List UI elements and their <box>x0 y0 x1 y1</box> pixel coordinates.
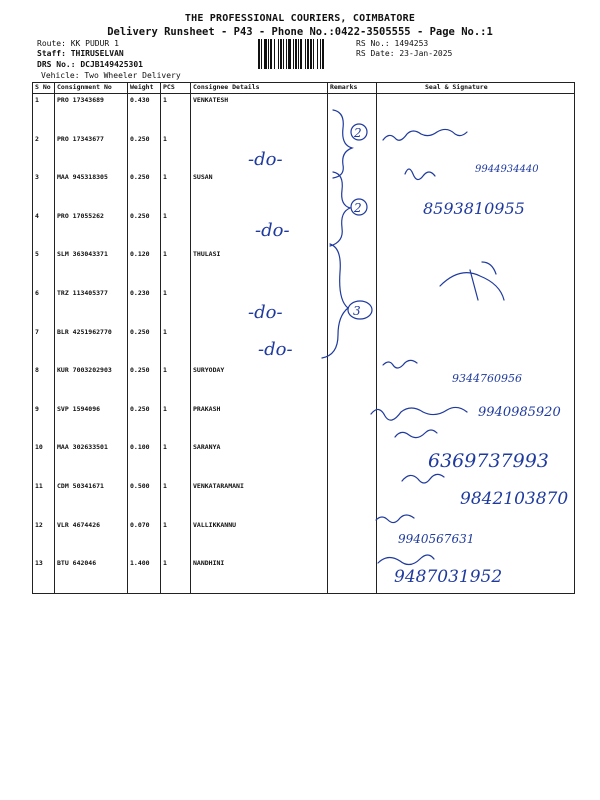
company-title: THE PROFESSIONAL COURIERS, COIMBATORE <box>184 13 416 24</box>
weight-cell: 0.120 <box>128 248 161 287</box>
pcs-cell: 1 <box>161 133 191 172</box>
consignee-cell: THULASI <box>191 248 328 287</box>
remarks-cell <box>328 248 377 287</box>
signature-phone-7: 9940567631 <box>398 532 475 546</box>
route-label: Route: KK PUDUR 1 <box>37 39 119 48</box>
delivery-table <box>32 82 575 594</box>
consignment-cell: CDM 50341671 <box>55 480 128 519</box>
weight-cell: 0.250 <box>128 210 161 249</box>
signature-cell <box>377 248 575 287</box>
ditto-mark-2: -do- <box>255 220 290 241</box>
sno-cell: 1 <box>33 94 55 133</box>
table-row <box>33 94 575 133</box>
sno-cell: 4 <box>33 210 55 249</box>
remarks-cell <box>328 519 377 558</box>
vehicle-label: Vehicle: Two Wheeler Delivery <box>41 71 181 80</box>
sno-cell: 3 <box>33 171 55 210</box>
consignee-cell <box>191 133 328 172</box>
signature-cell <box>377 557 575 594</box>
weight-cell: 0.070 <box>128 519 161 558</box>
pcs-cell: 1 <box>161 94 191 133</box>
col-consignment: Consignment No <box>55 83 128 94</box>
table-row <box>33 326 575 365</box>
signature-cell <box>377 133 575 172</box>
weight-cell: 0.430 <box>128 94 161 133</box>
consignment-cell: PRO 17055262 <box>55 210 128 249</box>
pcs-cell: 1 <box>161 519 191 558</box>
weight-cell: 0.100 <box>128 441 161 480</box>
barcode <box>258 39 346 69</box>
consignee-cell: NANDHINI <box>191 557 328 594</box>
consignment-cell: PRO 17343677 <box>55 133 128 172</box>
table-row <box>33 441 575 480</box>
signature-phone-4: 9940985920 <box>478 405 561 420</box>
staff-label: Staff: THIRUSELVAN <box>37 49 124 58</box>
signature-cell <box>377 364 575 403</box>
consignee-cell: VALLIKKANNU <box>191 519 328 558</box>
table-row <box>33 210 575 249</box>
consignee-cell: VENKATESH <box>191 94 328 133</box>
pcs-cell: 1 <box>161 403 191 442</box>
consignee-cell: SUSAN <box>191 171 328 210</box>
group-number-3: 3 <box>353 304 361 318</box>
sno-cell: 11 <box>33 480 55 519</box>
remarks-cell <box>328 326 377 365</box>
weight-cell: 0.230 <box>128 287 161 326</box>
sno-cell: 8 <box>33 364 55 403</box>
rs-date: RS Date: 23-Jan-2025 <box>356 49 453 58</box>
signature-phone-6: 9842103870 <box>460 489 569 509</box>
table-row <box>33 519 575 558</box>
remarks-cell <box>328 210 377 249</box>
col-weight: Weight <box>128 83 161 94</box>
col-remarks: Remarks <box>328 83 377 94</box>
table-row <box>33 171 575 210</box>
sno-cell: 10 <box>33 441 55 480</box>
consignee-cell <box>191 210 328 249</box>
signature-cell <box>377 326 575 365</box>
consignee-cell <box>191 326 328 365</box>
col-signature: Seal & Signature <box>377 83 575 94</box>
weight-cell: 0.250 <box>128 326 161 365</box>
col-consignee: Consignee Details <box>191 83 328 94</box>
signature-cell <box>377 94 575 133</box>
consignment-cell: VLR 4674426 <box>55 519 128 558</box>
signature-cell <box>377 403 575 442</box>
weight-cell: 0.250 <box>128 364 161 403</box>
signature-cell <box>377 441 575 480</box>
remarks-cell <box>328 480 377 519</box>
consignment-cell: BLR 4251962770 <box>55 326 128 365</box>
group-number-2: 2 <box>354 201 362 215</box>
pcs-cell: 1 <box>161 210 191 249</box>
pcs-cell: 1 <box>161 557 191 594</box>
signature-cell <box>377 210 575 249</box>
table-row <box>33 248 575 287</box>
consignment-cell: SLM 363043371 <box>55 248 128 287</box>
sno-cell: 6 <box>33 287 55 326</box>
remarks-cell <box>328 557 377 594</box>
pcs-cell: 1 <box>161 364 191 403</box>
consignment-cell: TRZ 113405377 <box>55 287 128 326</box>
remarks-cell <box>328 94 377 133</box>
col-sno: S No <box>33 83 55 94</box>
consignee-cell <box>191 287 328 326</box>
pcs-cell: 1 <box>161 248 191 287</box>
sno-cell: 2 <box>33 133 55 172</box>
sno-cell: 9 <box>33 403 55 442</box>
ditto-mark-4: -do- <box>258 339 293 360</box>
table-row <box>33 287 575 326</box>
signature-phone-2: 8593810955 <box>423 199 525 218</box>
pcs-cell: 1 <box>161 326 191 365</box>
sno-cell: 7 <box>33 326 55 365</box>
signature-phone-8: 9487031952 <box>394 567 503 587</box>
consignment-cell: MAA 302633501 <box>55 441 128 480</box>
signature-cell <box>377 171 575 210</box>
pcs-cell: 1 <box>161 171 191 210</box>
pcs-cell: 1 <box>161 287 191 326</box>
ditto-mark-1: -do- <box>248 149 283 170</box>
remarks-cell <box>328 133 377 172</box>
pcs-cell: 1 <box>161 480 191 519</box>
signature-phone-3: 9344760956 <box>452 372 522 385</box>
consignee-cell: VENKATARAMANI <box>191 480 328 519</box>
remarks-cell <box>328 364 377 403</box>
drs-number: DRS No.: DCJB149425301 <box>37 60 143 69</box>
weight-cell: 0.250 <box>128 403 161 442</box>
consignee-cell: PRAKASH <box>191 403 328 442</box>
remarks-cell <box>328 287 377 326</box>
signature-phone-5: 6369737993 <box>428 450 549 472</box>
remarks-cell <box>328 403 377 442</box>
runsheet-title: Delivery Runsheet - P43 - Phone No.:0422-3505555 - Page No.:1 <box>107 26 493 38</box>
signature-cell <box>377 480 575 519</box>
signature-cell <box>377 287 575 326</box>
signature-cell <box>377 519 575 558</box>
consignment-cell: MAA 945318305 <box>55 171 128 210</box>
remarks-cell <box>328 441 377 480</box>
weight-cell: 0.250 <box>128 171 161 210</box>
table-row <box>33 403 575 442</box>
sno-cell: 5 <box>33 248 55 287</box>
rs-number: RS No.: 1494253 <box>356 39 429 48</box>
ditto-mark-3: -do- <box>248 302 283 323</box>
pcs-cell: 1 <box>161 441 191 480</box>
weight-cell: 0.250 <box>128 133 161 172</box>
table-row <box>33 557 575 594</box>
table-row <box>33 364 575 403</box>
group-number-1: 2 <box>354 126 362 140</box>
consignment-cell: BTU 642046 <box>55 557 128 594</box>
consignment-cell: SVP 1594096 <box>55 403 128 442</box>
remarks-cell <box>328 171 377 210</box>
table-row <box>33 133 575 172</box>
weight-cell: 0.500 <box>128 480 161 519</box>
table-header-row <box>33 83 575 94</box>
consignment-cell: PRO 17343689 <box>55 94 128 133</box>
signature-phone-1: 9944934440 <box>475 164 539 175</box>
weight-cell: 1.400 <box>128 557 161 594</box>
consignee-cell: SURYODAY <box>191 364 328 403</box>
sno-cell: 13 <box>33 557 55 594</box>
consignment-cell: KUR 7003202903 <box>55 364 128 403</box>
table-row <box>33 480 575 519</box>
consignee-cell: SARANYA <box>191 441 328 480</box>
col-pcs: PCS <box>161 83 191 94</box>
sno-cell: 12 <box>33 519 55 558</box>
